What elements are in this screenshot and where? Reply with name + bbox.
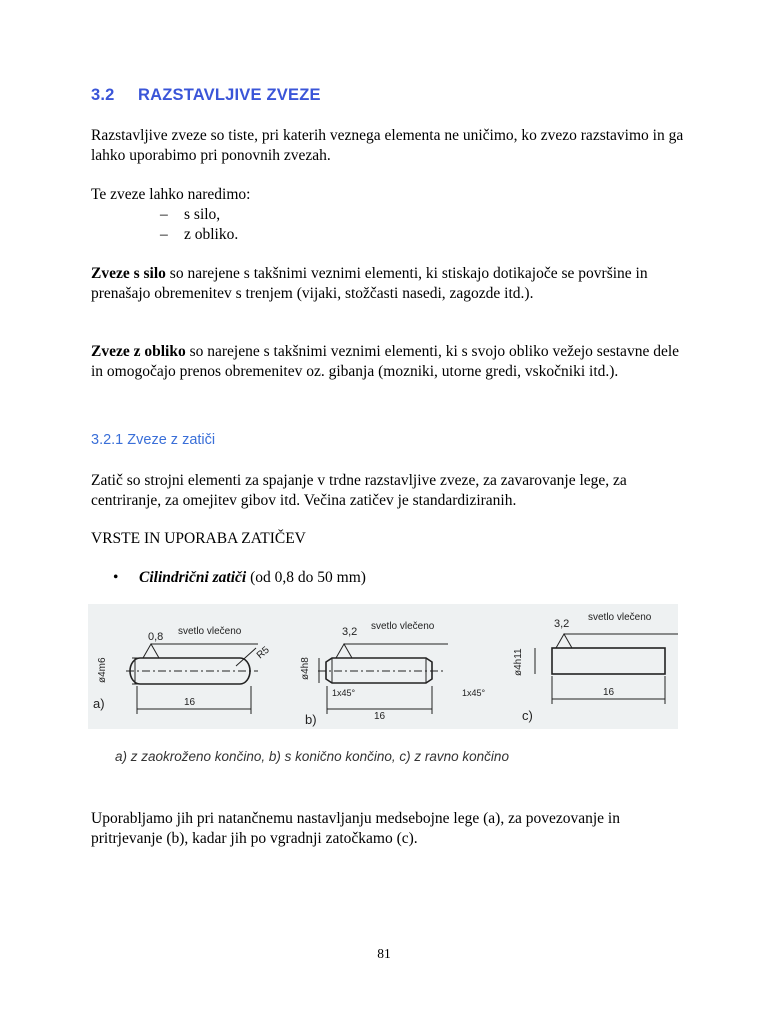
list-item: – s silo, (160, 206, 221, 223)
usage-paragraph: Uporabljamo jih pri natančnemu nastavljanju medsebojne lege (a), za povezovanje in pritrjevanje (b), kadar jih po vgradnji zatočkamo (c). (91, 810, 620, 847)
bullet-icon: • (113, 569, 119, 586)
bullet-lead: Cilindrični zatiči (139, 569, 247, 586)
kinds-heading: VRSTE IN UPORABA ZATIČEV (91, 530, 306, 547)
figure-c-finish: svetlo vlečeno (588, 612, 652, 623)
shape-lead: Zveze z obliko (91, 343, 186, 360)
figure-b-finish: svetlo vlečeno (371, 621, 435, 632)
figure-c-roughness: 3,2 (554, 618, 570, 630)
pins-figure (88, 604, 678, 729)
types-list (160, 205, 238, 244)
figure-b-chamfer-right: 1x45° (462, 688, 486, 698)
figure-caption: a) z zaokroženo končino, b) s konično končino, c) z ravno končino (115, 749, 509, 764)
force-paragraph: Zveze s silo so narejene s takšnimi veznimi elementi, ki stiskajo dotikajoče se površine in prenašajo obremenitev s trenjem (vijaki, stožčasti nasedi, zagozde itd.). (91, 265, 648, 302)
figure-a-length: 16 (184, 697, 196, 708)
figure-a-roughness: 0,8 (148, 631, 164, 643)
figure-a-diameter: ø4m6 (97, 657, 108, 683)
figure-c-length: 16 (603, 687, 615, 698)
figure-a-label: a) (93, 696, 105, 711)
section-title: RAZSTAVLJIVE ZVEZE (138, 86, 321, 104)
section-heading (91, 86, 321, 105)
figure-a-finish: svetlo vlečeno (178, 626, 242, 637)
intro-paragraph: Razstavljive zveze so tiste, pri katerih veznega elementa ne uničimo, ko zvezo razstavimo in ga lahko uporabimo pri ponovnih zvezah. (91, 127, 684, 164)
page-number: 81 (377, 946, 391, 961)
figure-c-diameter: ø4h11 (513, 648, 524, 676)
figure-b-diameter: ø4h8 (300, 657, 311, 680)
list-item: – z obliko. (160, 225, 239, 243)
figure-b-roughness: 3,2 (342, 626, 358, 638)
figure-b-label: b) (305, 712, 317, 727)
pins-paragraph: Zatič so strojni elementi za spajanje v trdne razstavljive zveze, za zavarovanje lege, za centriranje, za omejitev gibov itd. Večina zatičev je standardiziranih. (91, 472, 627, 509)
figure-a-radius: R5 (254, 644, 272, 662)
bullet-item: • Cilindrični zatiči (od 0,8 do 50 mm) (113, 569, 366, 586)
figure-c-label: c) (522, 708, 533, 723)
subsection-heading: 3.2.1 Zveze z zatiči (91, 432, 216, 448)
force-lead: Zveze s silo (91, 265, 166, 282)
section-number: 3.2 (91, 86, 115, 104)
types-intro: Te zveze lahko naredimo: (91, 186, 251, 203)
figure-b-chamfer-left: 1x45° (332, 688, 356, 698)
figure-b-length: 16 (374, 711, 386, 722)
shape-paragraph: Zveze z obliko so narejene s takšnimi veznimi elementi, ki s svojo obliko vežejo sestavne dele in omogočajo prenos obremenitev oz. gibanja (mozniki, utorne gredi, vskočniki itd.). (91, 343, 680, 380)
